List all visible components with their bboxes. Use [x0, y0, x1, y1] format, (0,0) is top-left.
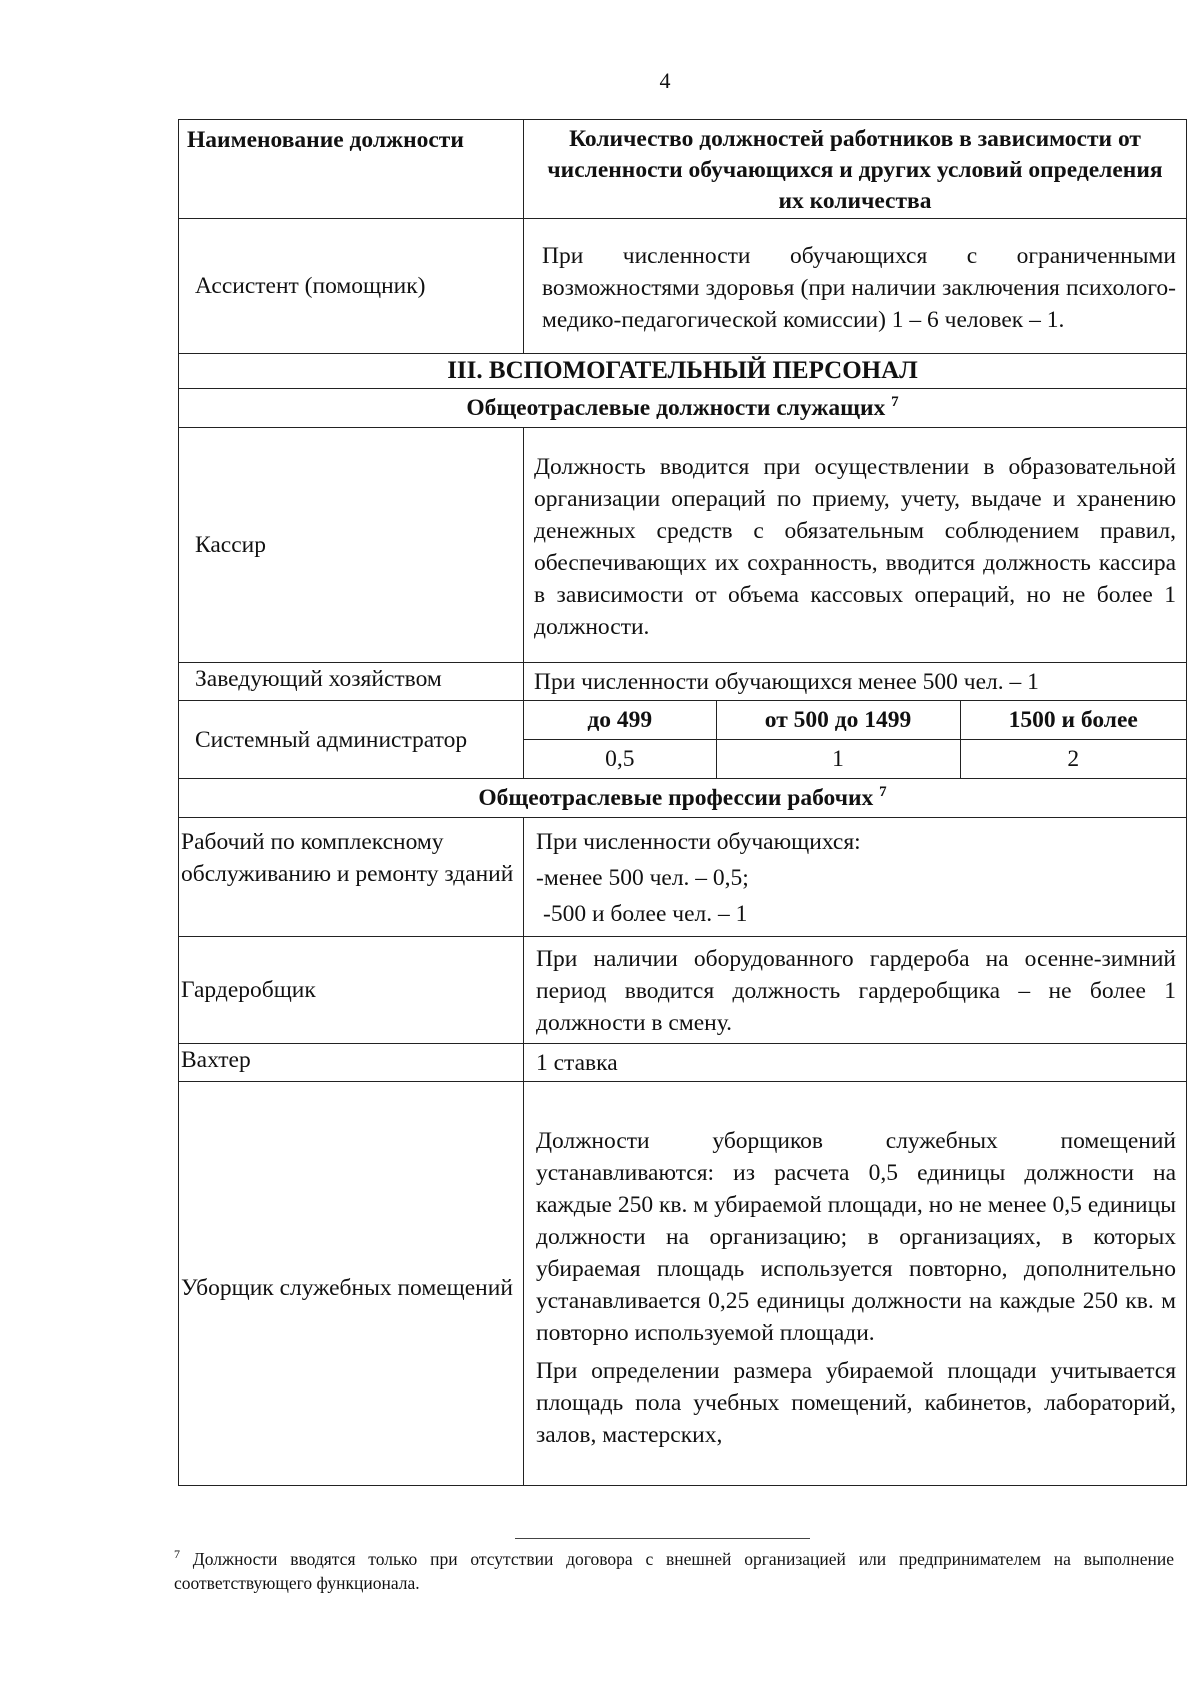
grid-value-cell: 0,5	[524, 740, 716, 779]
count-line: При численности обучающихся:	[536, 829, 861, 855]
table-header-row	[179, 120, 1187, 219]
section-title: III. ВСПОМОГАТЕЛЬНЫЙ ПЕРСОНАЛ	[179, 354, 1187, 389]
position-count: При наличии оборудованного гардероба на осенне-зимний период вводится должность гардеробщика – не более 1 должности в смену.	[524, 937, 1187, 1044]
position-name: Кассир	[179, 428, 524, 663]
count-paragraph: При определении размера убираемой площади учитывается площадь пола учебных помещений, кабинетов, лабораторий, залов, мастерских,	[536, 1357, 1176, 1448]
position-count	[524, 818, 1187, 937]
grid-value-cell: 1	[716, 740, 960, 779]
subsection-title-text: Общеотраслевые должности служащих	[466, 395, 886, 421]
table-row	[179, 818, 1187, 937]
sysadmin-grid	[524, 701, 1186, 778]
position-name: Уборщик служебных помещений	[179, 1082, 524, 1486]
page-number: 4	[659, 68, 671, 93]
position-count: 1 ставка	[524, 1044, 1187, 1082]
table-row	[179, 937, 1187, 1044]
grid-value-cell: 2	[960, 740, 1186, 779]
table-row	[179, 1044, 1187, 1082]
staffing-table	[178, 119, 1187, 1486]
position-name: Системный администратор	[179, 701, 524, 779]
count-line: -500 и более чел. – 1	[543, 901, 748, 927]
count-line: -менее 500 чел. – 0,5;	[536, 865, 749, 891]
section-row	[179, 354, 1187, 389]
table-row	[179, 1082, 1187, 1486]
count-paragraph: Должности уборщиков служебных помещений устанавливаются: из расчета 0,5 единицы должности на каждые 250 кв. м убираемой площади, но не менее 0,5 единицы должности на организацию; в организациях, в которых убираемая площадь используется повторно, дополнительно устанавливается 0,25 единицы должности на каждые 250 кв. м повторно используемой площади.	[536, 1127, 1176, 1346]
subsection-title	[179, 389, 1187, 428]
position-count: При численности обучающихся менее 500 чел. – 1	[524, 663, 1187, 701]
position-name: Рабочий по комплексному обслуживанию и ремонту зданий	[179, 818, 524, 937]
position-name: Вахтер	[179, 1044, 524, 1082]
subsection-row	[179, 389, 1187, 428]
position-count	[524, 1082, 1187, 1486]
footnote-ref: 7	[879, 784, 887, 801]
position-name: Заведующий хозяйством	[179, 663, 524, 701]
grid-header-cell: до 499	[524, 701, 716, 740]
subsection-row	[179, 779, 1187, 818]
header-position-count: Количество должностей работников в зависимости от численности обучающихся и других условий определения их количества	[524, 120, 1187, 219]
position-count: При численности обучающихся с ограниченными возможностями здоровья (при наличии заключения психолого-медико-педагогической комиссии) 1 – 6 человек – 1.	[524, 219, 1187, 354]
footnote-text: Должности вводятся только при отсутствии договора с внешней организацией или предпринимателем на выполнение соответствующего функционала.	[174, 1549, 1174, 1593]
position-name: Ассистент (помощник)	[179, 219, 524, 354]
table-row	[179, 428, 1187, 663]
grid-header-row	[524, 701, 1186, 740]
table-row	[179, 219, 1187, 354]
subsection-title	[179, 779, 1187, 818]
table-row	[179, 701, 1187, 779]
position-count	[524, 701, 1187, 779]
subsection-title-text: Общеотраслевые профессии рабочих	[478, 785, 874, 811]
grid-header-cell: от 500 до 1499	[716, 701, 960, 740]
footnote-separator	[515, 1538, 810, 1539]
footnote	[174, 1547, 1174, 1595]
header-position-name: Наименование должности	[179, 120, 524, 219]
grid-header-cell: 1500 и более	[960, 701, 1186, 740]
position-count: Должность вводится при осуществлении в образовательной организации операций по приему, учету, выдаче и хранению денежных средств с обязательным соблюдением правил, обеспечивающих их сохранность, вводится должность кассира в зависимости от объема кассовых операций, но не более 1 должности.	[524, 428, 1187, 663]
footnote-ref: 7	[891, 394, 899, 411]
grid-value-row	[524, 740, 1186, 779]
position-name: Гардеробщик	[179, 937, 524, 1044]
footnote-mark: 7	[174, 1547, 180, 1562]
table-row	[179, 663, 1187, 701]
